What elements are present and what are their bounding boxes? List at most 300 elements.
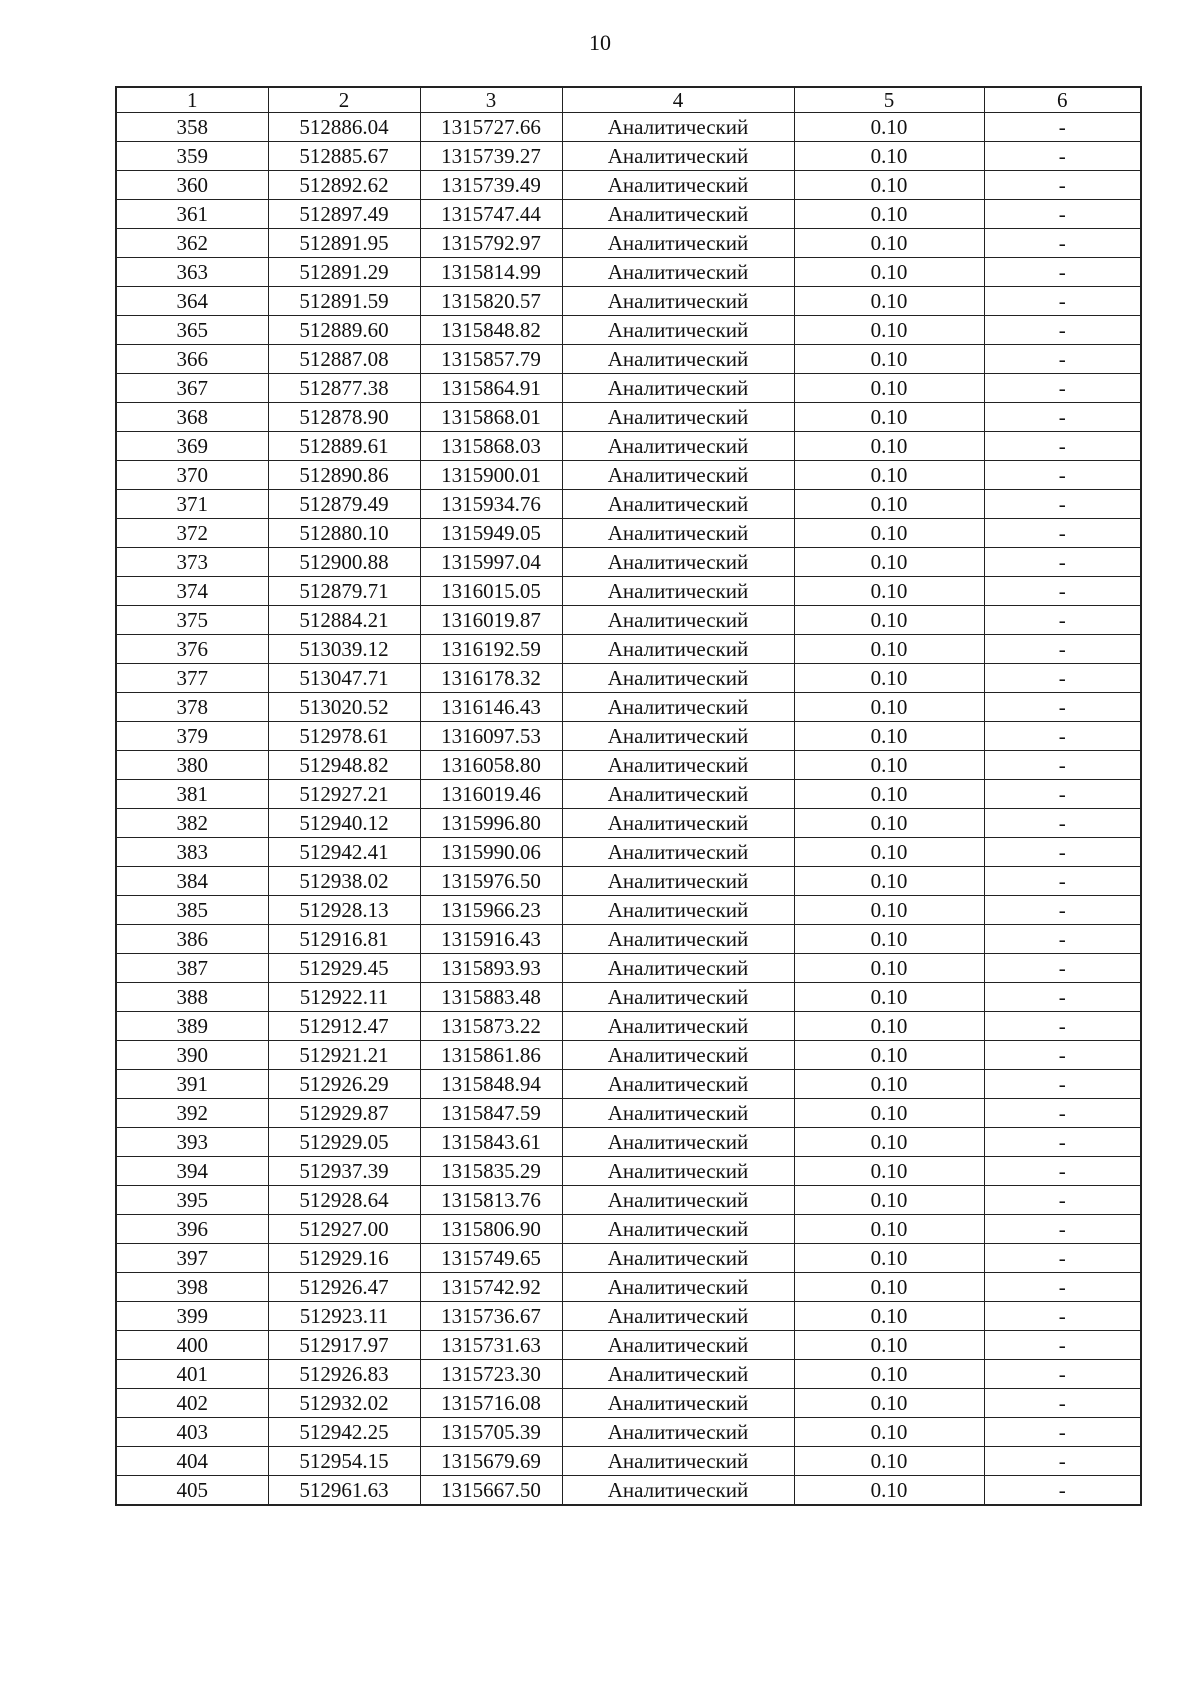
table-row [116, 490, 1141, 519]
point-number-cell: 372 [116, 519, 268, 548]
table-row [116, 780, 1141, 809]
y-coordinate-cell: 1316058.80 [420, 751, 562, 780]
method-cell: Аналитический [562, 751, 794, 780]
point-number-cell: 379 [116, 722, 268, 751]
y-coordinate-cell: 1315861.86 [420, 1041, 562, 1070]
description-cell: - [984, 1302, 1141, 1331]
x-coordinate-cell: 512954.15 [268, 1447, 420, 1476]
y-coordinate-cell: 1315864.91 [420, 374, 562, 403]
table-row [116, 1070, 1141, 1099]
y-coordinate-cell: 1315835.29 [420, 1157, 562, 1186]
point-number-cell: 365 [116, 316, 268, 345]
description-cell: - [984, 229, 1141, 258]
method-cell: Аналитический [562, 780, 794, 809]
description-cell: - [984, 403, 1141, 432]
x-coordinate-cell: 512879.71 [268, 577, 420, 606]
y-coordinate-cell: 1315966.23 [420, 896, 562, 925]
point-number-cell: 398 [116, 1273, 268, 1302]
description-cell: - [984, 693, 1141, 722]
y-coordinate-cell: 1315883.48 [420, 983, 562, 1012]
description-cell: - [984, 287, 1141, 316]
accuracy-cell: 0.10 [794, 838, 984, 867]
point-number-cell: 402 [116, 1389, 268, 1418]
method-cell: Аналитический [562, 316, 794, 345]
point-number-cell: 378 [116, 693, 268, 722]
method-cell: Аналитический [562, 1012, 794, 1041]
accuracy-cell: 0.10 [794, 345, 984, 374]
method-cell: Аналитический [562, 1389, 794, 1418]
description-cell: - [984, 722, 1141, 751]
y-coordinate-cell: 1315820.57 [420, 287, 562, 316]
method-cell: Аналитический [562, 838, 794, 867]
method-cell: Аналитический [562, 925, 794, 954]
x-coordinate-cell: 512917.97 [268, 1331, 420, 1360]
y-coordinate-cell: 1315873.22 [420, 1012, 562, 1041]
y-coordinate-cell: 1315916.43 [420, 925, 562, 954]
y-coordinate-cell: 1315739.27 [420, 142, 562, 171]
description-cell: - [984, 432, 1141, 461]
method-cell: Аналитический [562, 461, 794, 490]
description-cell: - [984, 1244, 1141, 1273]
accuracy-cell: 0.10 [794, 1331, 984, 1360]
method-cell: Аналитический [562, 1244, 794, 1273]
method-cell: Аналитический [562, 490, 794, 519]
table-row [116, 1447, 1141, 1476]
x-coordinate-cell: 513039.12 [268, 635, 420, 664]
accuracy-cell: 0.10 [794, 171, 984, 200]
point-number-cell: 401 [116, 1360, 268, 1389]
x-coordinate-cell: 512937.39 [268, 1157, 420, 1186]
method-cell: Аналитический [562, 519, 794, 548]
accuracy-cell: 0.10 [794, 403, 984, 432]
column-header-6: 6 [984, 87, 1141, 113]
table-row [116, 867, 1141, 896]
point-number-cell: 397 [116, 1244, 268, 1273]
point-number-cell: 363 [116, 258, 268, 287]
x-coordinate-cell: 512929.05 [268, 1128, 420, 1157]
x-coordinate-cell: 512877.38 [268, 374, 420, 403]
point-number-cell: 376 [116, 635, 268, 664]
description-cell: - [984, 1360, 1141, 1389]
y-coordinate-cell: 1315934.76 [420, 490, 562, 519]
table-row [116, 635, 1141, 664]
accuracy-cell: 0.10 [794, 1157, 984, 1186]
point-number-cell: 400 [116, 1331, 268, 1360]
table-row [116, 1041, 1141, 1070]
method-cell: Аналитический [562, 1215, 794, 1244]
accuracy-cell: 0.10 [794, 983, 984, 1012]
y-coordinate-cell: 1315792.97 [420, 229, 562, 258]
description-cell: - [984, 925, 1141, 954]
description-cell: - [984, 345, 1141, 374]
method-cell: Аналитический [562, 258, 794, 287]
accuracy-cell: 0.10 [794, 374, 984, 403]
point-number-cell: 387 [116, 954, 268, 983]
description-cell: - [984, 606, 1141, 635]
method-cell: Аналитический [562, 287, 794, 316]
accuracy-cell: 0.10 [794, 693, 984, 722]
y-coordinate-cell: 1315716.08 [420, 1389, 562, 1418]
description-cell: - [984, 490, 1141, 519]
column-header-4: 4 [562, 87, 794, 113]
x-coordinate-cell: 512929.87 [268, 1099, 420, 1128]
accuracy-cell: 0.10 [794, 1099, 984, 1128]
method-cell: Аналитический [562, 1157, 794, 1186]
accuracy-cell: 0.10 [794, 1476, 984, 1506]
point-number-cell: 375 [116, 606, 268, 635]
accuracy-cell: 0.10 [794, 1273, 984, 1302]
y-coordinate-cell: 1315996.80 [420, 809, 562, 838]
method-cell: Аналитический [562, 577, 794, 606]
table-row [116, 664, 1141, 693]
accuracy-cell: 0.10 [794, 925, 984, 954]
method-cell: Аналитический [562, 200, 794, 229]
point-number-cell: 384 [116, 867, 268, 896]
accuracy-cell: 0.10 [794, 1070, 984, 1099]
y-coordinate-cell: 1316178.32 [420, 664, 562, 693]
description-cell: - [984, 1186, 1141, 1215]
column-header-5: 5 [794, 87, 984, 113]
x-coordinate-cell: 512897.49 [268, 200, 420, 229]
description-cell: - [984, 1447, 1141, 1476]
column-header-2: 2 [268, 87, 420, 113]
method-cell: Аналитический [562, 1099, 794, 1128]
x-coordinate-cell: 512900.88 [268, 548, 420, 577]
y-coordinate-cell: 1316097.53 [420, 722, 562, 751]
x-coordinate-cell: 512928.64 [268, 1186, 420, 1215]
accuracy-cell: 0.10 [794, 490, 984, 519]
description-cell: - [984, 142, 1141, 171]
table-row [116, 1418, 1141, 1447]
x-coordinate-cell: 512927.00 [268, 1215, 420, 1244]
description-cell: - [984, 577, 1141, 606]
table-row [116, 925, 1141, 954]
page-number: 10 [589, 30, 611, 55]
table-row [116, 1360, 1141, 1389]
accuracy-cell: 0.10 [794, 316, 984, 345]
description-cell: - [984, 1331, 1141, 1360]
description-cell: - [984, 1128, 1141, 1157]
description-cell: - [984, 867, 1141, 896]
method-cell: Аналитический [562, 606, 794, 635]
y-coordinate-cell: 1315848.94 [420, 1070, 562, 1099]
point-number-cell: 358 [116, 113, 268, 142]
table-row [116, 1128, 1141, 1157]
column-header-1: 1 [116, 87, 268, 113]
x-coordinate-cell: 512927.21 [268, 780, 420, 809]
x-coordinate-cell: 512889.61 [268, 432, 420, 461]
accuracy-cell: 0.10 [794, 809, 984, 838]
description-cell: - [984, 838, 1141, 867]
accuracy-cell: 0.10 [794, 461, 984, 490]
point-number-cell: 364 [116, 287, 268, 316]
x-coordinate-cell: 512942.41 [268, 838, 420, 867]
accuracy-cell: 0.10 [794, 258, 984, 287]
method-cell: Аналитический [562, 1302, 794, 1331]
table-row [116, 142, 1141, 171]
point-number-cell: 374 [116, 577, 268, 606]
point-number-cell: 367 [116, 374, 268, 403]
x-coordinate-cell: 512912.47 [268, 1012, 420, 1041]
method-cell: Аналитический [562, 345, 794, 374]
y-coordinate-cell: 1315679.69 [420, 1447, 562, 1476]
accuracy-cell: 0.10 [794, 142, 984, 171]
x-coordinate-cell: 512891.95 [268, 229, 420, 258]
table-row [116, 113, 1141, 142]
accuracy-cell: 0.10 [794, 780, 984, 809]
accuracy-cell: 0.10 [794, 432, 984, 461]
accuracy-cell: 0.10 [794, 954, 984, 983]
table-row [116, 432, 1141, 461]
table-row [116, 200, 1141, 229]
point-number-cell: 360 [116, 171, 268, 200]
method-cell: Аналитический [562, 229, 794, 258]
x-coordinate-cell: 512938.02 [268, 867, 420, 896]
description-cell: - [984, 548, 1141, 577]
method-cell: Аналитический [562, 171, 794, 200]
y-coordinate-cell: 1315731.63 [420, 1331, 562, 1360]
table-row [116, 896, 1141, 925]
accuracy-cell: 0.10 [794, 1244, 984, 1273]
accuracy-cell: 0.10 [794, 1215, 984, 1244]
point-number-cell: 385 [116, 896, 268, 925]
table-row [116, 1244, 1141, 1273]
table-row [116, 1273, 1141, 1302]
point-number-cell: 389 [116, 1012, 268, 1041]
point-number-cell: 392 [116, 1099, 268, 1128]
description-cell: - [984, 751, 1141, 780]
x-coordinate-cell: 512884.21 [268, 606, 420, 635]
description-cell: - [984, 664, 1141, 693]
x-coordinate-cell: 512886.04 [268, 113, 420, 142]
table-row [116, 577, 1141, 606]
y-coordinate-cell: 1315814.99 [420, 258, 562, 287]
y-coordinate-cell: 1315893.93 [420, 954, 562, 983]
point-number-cell: 394 [116, 1157, 268, 1186]
point-number-cell: 361 [116, 200, 268, 229]
description-cell: - [984, 1012, 1141, 1041]
accuracy-cell: 0.10 [794, 867, 984, 896]
point-number-cell: 369 [116, 432, 268, 461]
method-cell: Аналитический [562, 374, 794, 403]
y-coordinate-cell: 1315813.76 [420, 1186, 562, 1215]
method-cell: Аналитический [562, 867, 794, 896]
description-cell: - [984, 1099, 1141, 1128]
table-row [116, 983, 1141, 1012]
accuracy-cell: 0.10 [794, 113, 984, 142]
table-row [116, 461, 1141, 490]
table-row [116, 258, 1141, 287]
table-row [116, 606, 1141, 635]
method-cell: Аналитический [562, 1331, 794, 1360]
x-coordinate-cell: 512885.67 [268, 142, 420, 171]
y-coordinate-cell: 1316146.43 [420, 693, 562, 722]
method-cell: Аналитический [562, 403, 794, 432]
point-number-cell: 373 [116, 548, 268, 577]
point-number-cell: 382 [116, 809, 268, 838]
method-cell: Аналитический [562, 1186, 794, 1215]
y-coordinate-cell: 1315868.01 [420, 403, 562, 432]
coordinates-table [115, 86, 1142, 1506]
x-coordinate-cell: 512929.16 [268, 1244, 420, 1273]
table-row [116, 316, 1141, 345]
y-coordinate-cell: 1315990.06 [420, 838, 562, 867]
accuracy-cell: 0.10 [794, 548, 984, 577]
table-row [116, 1389, 1141, 1418]
y-coordinate-cell: 1315847.59 [420, 1099, 562, 1128]
description-cell: - [984, 374, 1141, 403]
y-coordinate-cell: 1315747.44 [420, 200, 562, 229]
method-cell: Аналитический [562, 896, 794, 925]
y-coordinate-cell: 1316015.05 [420, 577, 562, 606]
description-cell: - [984, 635, 1141, 664]
accuracy-cell: 0.10 [794, 1128, 984, 1157]
x-coordinate-cell: 512889.60 [268, 316, 420, 345]
table-row [116, 1302, 1141, 1331]
x-coordinate-cell: 512916.81 [268, 925, 420, 954]
y-coordinate-cell: 1315857.79 [420, 345, 562, 374]
table-row [116, 1331, 1141, 1360]
table-row [116, 809, 1141, 838]
method-cell: Аналитический [562, 1476, 794, 1506]
x-coordinate-cell: 512929.45 [268, 954, 420, 983]
table-row [116, 1157, 1141, 1186]
y-coordinate-cell: 1315848.82 [420, 316, 562, 345]
y-coordinate-cell: 1315868.03 [420, 432, 562, 461]
accuracy-cell: 0.10 [794, 200, 984, 229]
y-coordinate-cell: 1315843.61 [420, 1128, 562, 1157]
description-cell: - [984, 258, 1141, 287]
table-row [116, 954, 1141, 983]
accuracy-cell: 0.10 [794, 1041, 984, 1070]
point-number-cell: 395 [116, 1186, 268, 1215]
method-cell: Аналитический [562, 664, 794, 693]
y-coordinate-cell: 1315742.92 [420, 1273, 562, 1302]
x-coordinate-cell: 512923.11 [268, 1302, 420, 1331]
y-coordinate-cell: 1316019.87 [420, 606, 562, 635]
table-row [116, 751, 1141, 780]
accuracy-cell: 0.10 [794, 287, 984, 316]
description-cell: - [984, 1418, 1141, 1447]
x-coordinate-cell: 512961.63 [268, 1476, 420, 1506]
table-row [116, 345, 1141, 374]
method-cell: Аналитический [562, 142, 794, 171]
accuracy-cell: 0.10 [794, 229, 984, 258]
table-row [116, 1099, 1141, 1128]
point-number-cell: 403 [116, 1418, 268, 1447]
description-cell: - [984, 171, 1141, 200]
x-coordinate-cell: 512948.82 [268, 751, 420, 780]
point-number-cell: 391 [116, 1070, 268, 1099]
method-cell: Аналитический [562, 1070, 794, 1099]
point-number-cell: 371 [116, 490, 268, 519]
description-cell: - [984, 1070, 1141, 1099]
x-coordinate-cell: 512891.29 [268, 258, 420, 287]
x-coordinate-cell: 513020.52 [268, 693, 420, 722]
point-number-cell: 380 [116, 751, 268, 780]
accuracy-cell: 0.10 [794, 1186, 984, 1215]
table-row [116, 1215, 1141, 1244]
method-cell: Аналитический [562, 113, 794, 142]
point-number-cell: 359 [116, 142, 268, 171]
description-cell: - [984, 519, 1141, 548]
method-cell: Аналитический [562, 693, 794, 722]
description-cell: - [984, 1041, 1141, 1070]
point-number-cell: 383 [116, 838, 268, 867]
y-coordinate-cell: 1315727.66 [420, 113, 562, 142]
point-number-cell: 388 [116, 983, 268, 1012]
y-coordinate-cell: 1316019.46 [420, 780, 562, 809]
table-row [116, 229, 1141, 258]
point-number-cell: 377 [116, 664, 268, 693]
y-coordinate-cell: 1315806.90 [420, 1215, 562, 1244]
x-coordinate-cell: 512926.47 [268, 1273, 420, 1302]
point-number-cell: 399 [116, 1302, 268, 1331]
method-cell: Аналитический [562, 432, 794, 461]
x-coordinate-cell: 512932.02 [268, 1389, 420, 1418]
method-cell: Аналитический [562, 1447, 794, 1476]
table-body [116, 113, 1141, 1506]
accuracy-cell: 0.10 [794, 1447, 984, 1476]
description-cell: - [984, 983, 1141, 1012]
accuracy-cell: 0.10 [794, 519, 984, 548]
description-cell: - [984, 954, 1141, 983]
point-number-cell: 386 [116, 925, 268, 954]
accuracy-cell: 0.10 [794, 896, 984, 925]
x-coordinate-cell: 512890.86 [268, 461, 420, 490]
point-number-cell: 368 [116, 403, 268, 432]
method-cell: Аналитический [562, 809, 794, 838]
x-coordinate-cell: 512878.90 [268, 403, 420, 432]
table-header-row [116, 87, 1141, 113]
table-row [116, 287, 1141, 316]
description-cell: - [984, 1273, 1141, 1302]
accuracy-cell: 0.10 [794, 664, 984, 693]
y-coordinate-cell: 1316192.59 [420, 635, 562, 664]
y-coordinate-cell: 1315997.04 [420, 548, 562, 577]
y-coordinate-cell: 1315736.67 [420, 1302, 562, 1331]
method-cell: Аналитический [562, 1128, 794, 1157]
description-cell: - [984, 316, 1141, 345]
method-cell: Аналитический [562, 983, 794, 1012]
x-coordinate-cell: 512928.13 [268, 896, 420, 925]
description-cell: - [984, 809, 1141, 838]
table-row [116, 838, 1141, 867]
table-row [116, 1186, 1141, 1215]
description-cell: - [984, 1476, 1141, 1506]
y-coordinate-cell: 1315749.65 [420, 1244, 562, 1273]
x-coordinate-cell: 512892.62 [268, 171, 420, 200]
point-number-cell: 390 [116, 1041, 268, 1070]
accuracy-cell: 0.10 [794, 606, 984, 635]
table-row [116, 548, 1141, 577]
method-cell: Аналитический [562, 954, 794, 983]
method-cell: Аналитический [562, 1273, 794, 1302]
method-cell: Аналитический [562, 548, 794, 577]
description-cell: - [984, 1389, 1141, 1418]
point-number-cell: 370 [116, 461, 268, 490]
accuracy-cell: 0.10 [794, 751, 984, 780]
table-row [116, 403, 1141, 432]
accuracy-cell: 0.10 [794, 1389, 984, 1418]
y-coordinate-cell: 1315900.01 [420, 461, 562, 490]
description-cell: - [984, 113, 1141, 142]
table-row [116, 693, 1141, 722]
y-coordinate-cell: 1315949.05 [420, 519, 562, 548]
method-cell: Аналитический [562, 1360, 794, 1389]
point-number-cell: 393 [116, 1128, 268, 1157]
x-coordinate-cell: 512926.29 [268, 1070, 420, 1099]
